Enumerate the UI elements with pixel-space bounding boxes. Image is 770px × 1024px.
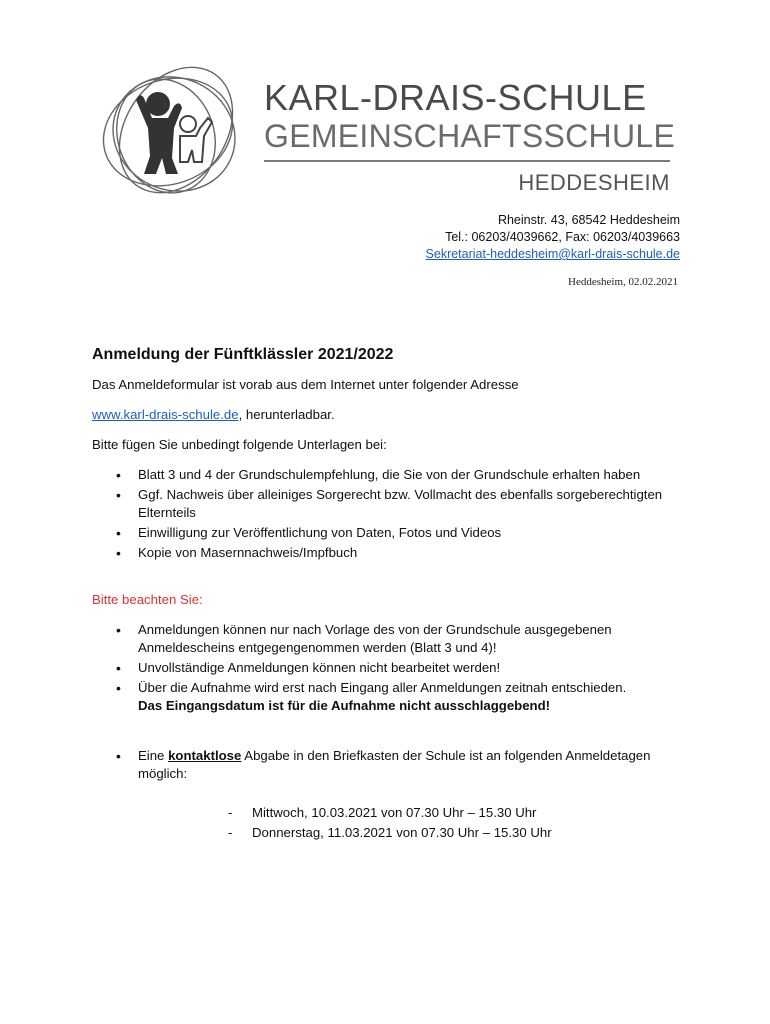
intro-text: Das Anmeldeformular ist vorab aus dem Internet unter folgender Adresse (92, 377, 519, 392)
note-bold: Das Eingangsdatum ist für die Aufnahme nicht ausschlaggebend! (138, 698, 551, 713)
address-street: Rheinstr. 43, 68542 Heddesheim (497, 213, 680, 227)
documents-list (92, 466, 692, 562)
contact-pre: Eine (138, 748, 169, 763)
contact-bold: kontaktlose (168, 748, 242, 763)
list-item (138, 679, 692, 715)
email-link[interactable]: Sekretariat-heddesheim@karl-drais-schule.de (425, 247, 680, 261)
school-logo (96, 62, 246, 202)
letter-title: Anmeldung der Fünftklässler 2021/2022 (92, 346, 394, 363)
letter-body (92, 346, 692, 843)
list-item: • Ggf. Nachweis über alleiniges Sorgerecht bzw. Vollmacht des ebenfalls sorgeberechtigten Elternteils (138, 486, 692, 522)
docs-intro: Bitte fügen Sie unbedingt folgende Unterlagen bei: (92, 437, 387, 452)
school-name: KARL-DRAIS-SCHULE (264, 77, 647, 118)
school-town: HEDDESHEIM (518, 170, 670, 195)
url-line (92, 406, 692, 424)
school-name-block (264, 78, 675, 196)
contact-post: Abgabe in den Briefkasten der Schule ist an folgenden Anmeldetagen möglich: (138, 748, 651, 781)
header-divider (264, 160, 670, 162)
notes-list (92, 621, 692, 715)
address-phone: Tel.: 06203/4039662, Fax: 06203/4039663 (445, 230, 680, 244)
notice-heading: Bitte beachten Sie: (92, 592, 203, 607)
list-item: • Unvollständige Anmeldungen können nicht bearbeitet werden! (138, 659, 692, 677)
list-item: • Blatt 3 und 4 der Grundschulempfehlung, die Sie von der Grundschule erhalten haben (138, 466, 692, 484)
list-item (138, 747, 692, 783)
address-block (426, 212, 680, 263)
list-item: - Donnerstag, 11.03.2021 von 07.30 Uhr – 15.30 Uhr (252, 823, 692, 843)
website-link[interactable]: www.karl-drais-schule.de (92, 407, 239, 422)
school-type: GEMEINSCHAFTSSCHULE (264, 118, 676, 154)
note-text: Über die Aufnahme wird erst nach Eingang aller Anmeldungen zeitnah entschieden. (138, 680, 627, 695)
dates-list (92, 803, 692, 843)
url-suffix: , herunterladbar. (238, 407, 335, 422)
list-item: • Anmeldungen können nur nach Vorlage des von der Grundschule ausgegebenen Anmeldescheins entgegengenommen werden (Blatt 3 und 4)! (138, 621, 692, 657)
list-item: - Mittwoch, 10.03.2021 von 07.30 Uhr – 15.30 Uhr (252, 803, 692, 823)
contact-list (92, 747, 692, 783)
list-item: • Einwilligung zur Veröffentlichung von Daten, Fotos und Videos (138, 524, 692, 542)
list-item: • Kopie von Masernnachweis/Impfbuch (138, 544, 692, 562)
letter-date: Heddesheim, 02.02.2021 (568, 276, 678, 288)
